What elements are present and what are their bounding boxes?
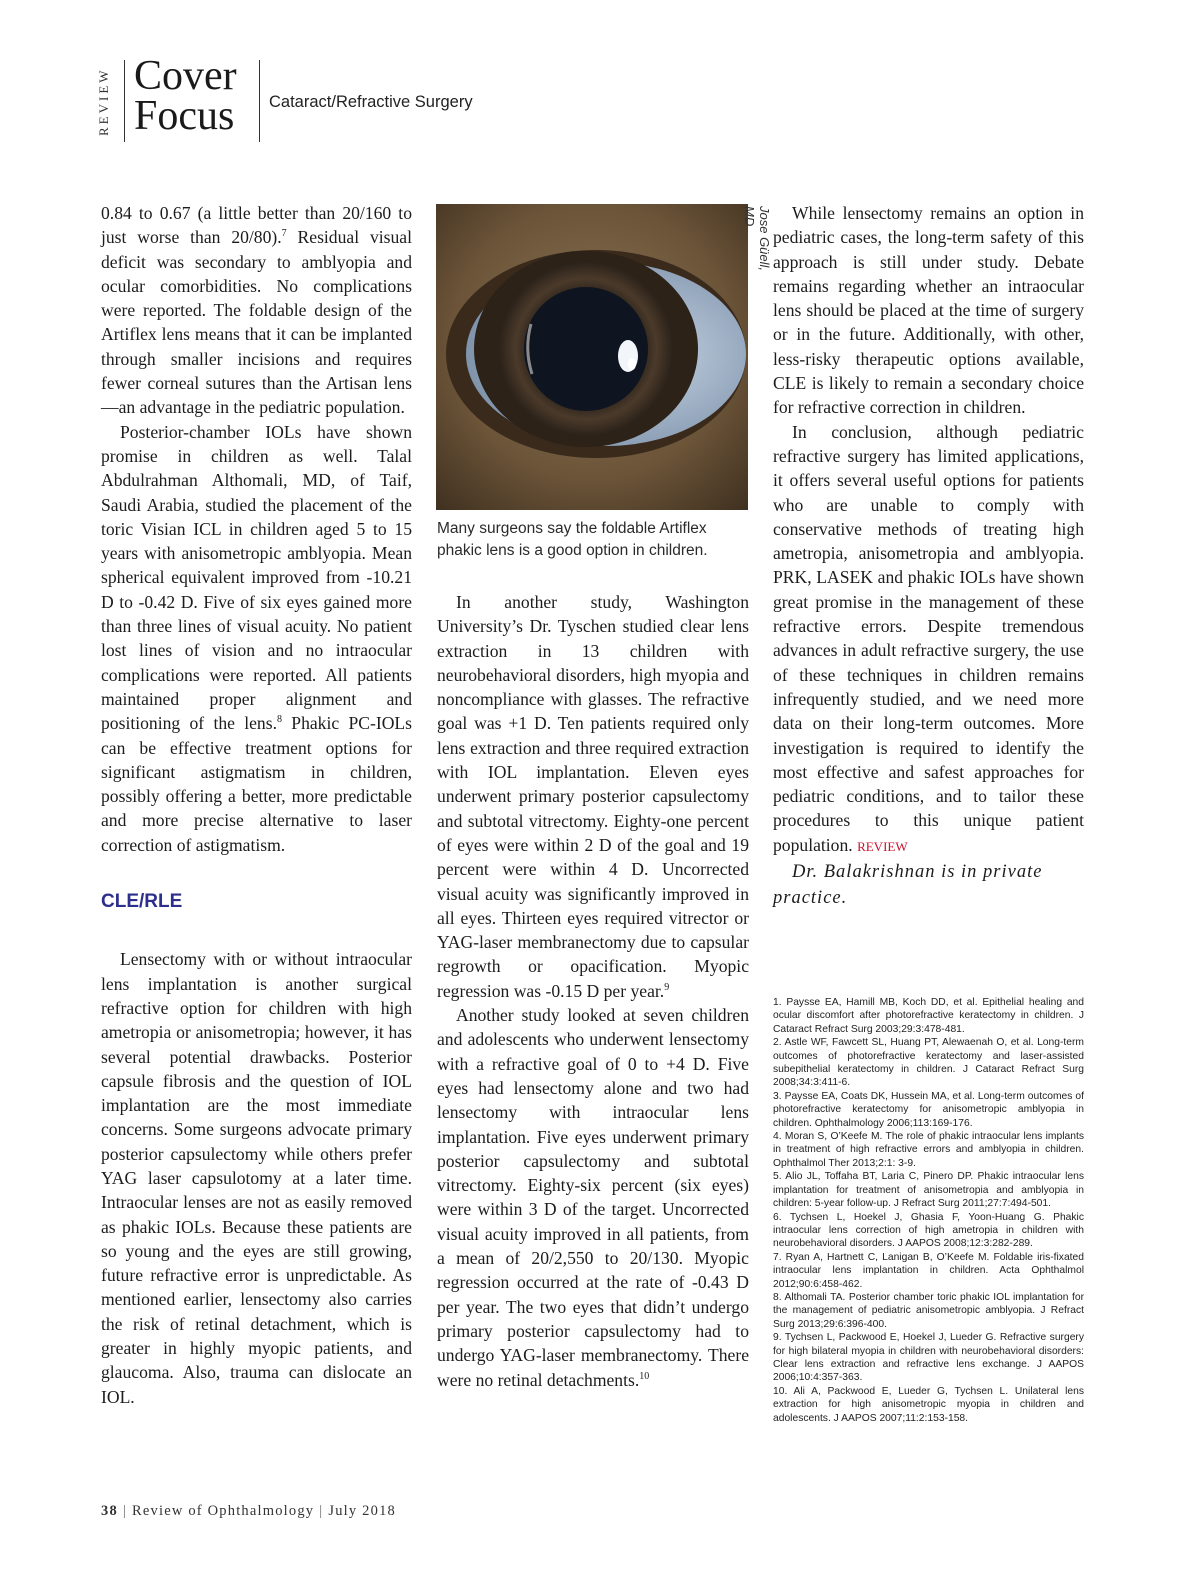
reference-item: 2. Astle WF, Fawcett SL, Huang PT, Alewaenah O, et al. Long-term outcomes of photorefractive keratectomy and laser-assisted subepithelial keratectomy in children. J Cataract Refract Surg 2008;34:3:411-6. (773, 1037, 1084, 1089)
header-divider (124, 60, 125, 142)
reference-item: 8. Althomali TA. Posterior chamber toric phakic IOL implantation for the management of pediatric anisometropic amblyopia. J Refract Surg 2013;29:6:396-400. (773, 1291, 1084, 1330)
reference-item: 3. Paysse EA, Coats DK, Hussein MA, et al. Long-term outcomes of photorefractive keratectomy for anisometropic amblyopia in children. Ophthalmology 2006;113:169-176. (773, 1090, 1084, 1129)
body-text: Another study looked at seven children and adolescents who underwent lensectomy with a refractive goal of 0 to +4 D. Five eyes had lensectomy alone and two had lensectomy with intraocular lens implantation. Five eyes underwent primary posterior capsulectomy and subtotal vitrectomy. Eighty-six percent (six eyes) were within 3 D of the target. Uncorrected visual acuity improved in all patients, from a mean of 20/2,550 to 20/130. Myopic regression occurred at the rate of -0.43 D per year. The two eyes that didn’t undergo primary posterior capsulectomy had to undergo YAG-laser membranectomy. There were no retinal detachments. (437, 1005, 749, 1390)
end-mark: REVIEW (857, 838, 908, 854)
eye-photo (436, 204, 748, 510)
body-text: In another study, Washington University’s Dr. Tyschen studied clear lens extraction in 13 children with neurobehavioral disorders, high myopia and noncompliance with glasses. The refractive goal was +1 D. Ten patients required only lens extraction and three required extraction with IOL implantation. Eleven eyes underwent primary posterior capsulectomy and subtotal vitrectomy. Eighty-one percent of eyes were within 2 D of the goal and 19 percent were within 4 D. Uncorrected visual acuity was significantly improved in all eyes. Thirteen eyes required vitrector or YAG-laser membranectomy due to capsular regrowth or opacification. Myopic regression was -0.15 D per year. (437, 592, 749, 1001)
page-footer: 38 | Review of Ophthalmology | July 2018 (101, 1503, 396, 1519)
page-number: 38 (101, 1503, 118, 1519)
eye-photo-illustration (436, 204, 748, 510)
reference-item: 7. Ryan A, Hartnett C, Lanigan B, O’Keefe M. Foldable iris-fixated intraocular lens implantation in children. Acta Ophthalmol 2012;90:6:458-462. (773, 1251, 1084, 1290)
body-paragraph: Lensectomy with or without intraocular lens implantation is another surgical refractive option for children with high ametropia or anisometropia; however, it has several potential drawbacks. Posterior capsule fibrosis and the question of IOL implantation are the most immediate concerns. Some surgeons advocate primary posterior capsulectomy while others prefer YAG laser capsulotomy at a later time. Intraocular lenses are not as easily removed as phakic IOLs. Because these patients are so young and the eyes are still growing, future refractive error is unpredictable. As mentioned earlier, lensectomy also carries the risk of retinal detachment, which is greater in highly myopic patients, and glaucoma. Also, trauma can dislocate an IOL. (101, 949, 412, 1407)
citation-ref: 9 (664, 981, 670, 993)
subheading: CLE/RLE (101, 891, 183, 913)
body-text: Posterior-chamber IOLs have shown promise in children as well. Talal Abdulrahman Althomali, MD, of Taif, Saudi Arabia, studied the placement of the toric Visian ICL in children aged 5 to 15 years with anisometropic amblyopia. Mean spherical equivalent improved from -10.21 D to -0.42 D. Five of six eyes gained more than three lines of visual acuity. No patient lost lines of vision and no intraocular complications were reported. All patients maintained proper alignment and positioning of the lens. (101, 421, 412, 734)
column-right (773, 201, 1084, 911)
body-text: In conclusion, although pediatric refractive surgery has limited applications, it offers several useful options for patients who are unable to comply with conservative methods of treating high ametropia, anisometropia and amblyopia. PRK, LASEK and phakic IOLs have shown great promise in the management of these refractive errors. Despite tremendous advances in adult refractive surgery, the use of these techniques in children remains infrequently studied, and we need more data on their long-term outcomes. More investigation is required to identify the most effective and safest approaches for pediatric conditions, and to tailor these procedures to this unique patient population. (773, 421, 1084, 855)
reference-item: 6. Tychsen L, Hoekel J, Ghasia F, Yoon-Huang G. Phakic intraocular lens correction of high ametropia in children with neurobehavioral disorders. J AAPOS 2008;12:3:282-289. (773, 1211, 1084, 1250)
body-text: Residual visual deficit was secondary to amblyopia and ocular comorbidities. No complications were reported. The foldable design of the Artiflex lens means that it can be implanted through smaller incisions and requires fewer corneal sutures than the Artisan lens—an advantage in the pediatric population. (101, 227, 412, 418)
citation-ref: 7 (281, 228, 287, 240)
author-bio: Dr. Balakrishnan is in private practice. (773, 862, 1043, 909)
body-paragraph (437, 1003, 749, 1392)
body-paragraph (101, 201, 412, 420)
reference-item: 1. Paysse EA, Hamill MB, Koch DD, et al. Epithelial healing and ocular discomfort after photorefractive keratectomy in children. J Cataract Refract Surg 2003;29:3:478-481. (773, 997, 1084, 1035)
body-paragraph: While lensectomy remains an option in pediatric cases, the long-term safety of this approach is still under study. Debate remains regarding whether an intraocular lens should be placed at the time of surgery or in the future. Additionally, with other, less-risky therapeutic options available, CLE is likely to remain a secondary choice for refractive correction in children. (773, 203, 1084, 418)
body-text: 0.84 to 0.67 (a little better than 20/160 to just worse than 20/80). (101, 203, 412, 248)
citation-ref: 8 (276, 714, 282, 726)
department-title-line1: Cover (134, 53, 237, 99)
magazine-name: Review of Ophthalmology (132, 1503, 315, 1519)
body-paragraph (773, 420, 1084, 859)
figure-caption: Many surgeons say the foldable Artiflex phakic lens is a good option in children. (437, 520, 708, 559)
department-title-line2: Focus (134, 93, 235, 139)
body-text: Phakic PC-IOLs can be effective treatment options for significant astigmatism in children, possibly offering a better, more predictable and more precise alternative to laser correction of astigmatism. (101, 713, 413, 855)
issue-date: July 2018 (328, 1503, 396, 1519)
references-list (773, 996, 1084, 1425)
column-middle (437, 590, 749, 1392)
citation-ref: 10 (639, 1370, 650, 1382)
body-paragraph (437, 590, 749, 1003)
reference-item: 9. Tychsen L, Packwood E, Hoekel J, Lueder G. Refractive surgery for high bilateral myopia in children with neurobehavioral disorders: Clear lens extraction and refractive lens exchange. J AAPOS 2006;10:4:357-363. (773, 1332, 1084, 1384)
section-name: Cataract/Refractive Surgery (269, 93, 473, 111)
photo-credit: Jose Güell, MD (742, 206, 772, 272)
column-left (101, 201, 412, 1409)
department-title (134, 53, 237, 139)
reference-item: 10. Ali A, Packwood E, Lueder G, Tychsen L. Unilateral lens extraction for high anisometropic myopia in children and adolescents. J AAPOS 2007;11:2:153-158. (773, 1385, 1084, 1424)
reference-item: 4. Moran S, O’Keefe M. The role of phakic intraocular lens implants in treatment of high refractive errors and amblyopia in children. Ophthalmol Ther 2013;2:1: 3-9. (773, 1131, 1084, 1169)
body-paragraph (101, 420, 412, 857)
header-divider (259, 60, 260, 142)
review-vertical-label: REVIEW (96, 67, 111, 137)
reference-item: 5. Alio JL, Toffaha BT, Laria C, Pinero DP. Phakic intraocular lens implantation for treatment of anisometropia and amblyopia in children: 5-year follow-up. J Refract Surg 2011;27:7:494-501. (773, 1171, 1084, 1210)
